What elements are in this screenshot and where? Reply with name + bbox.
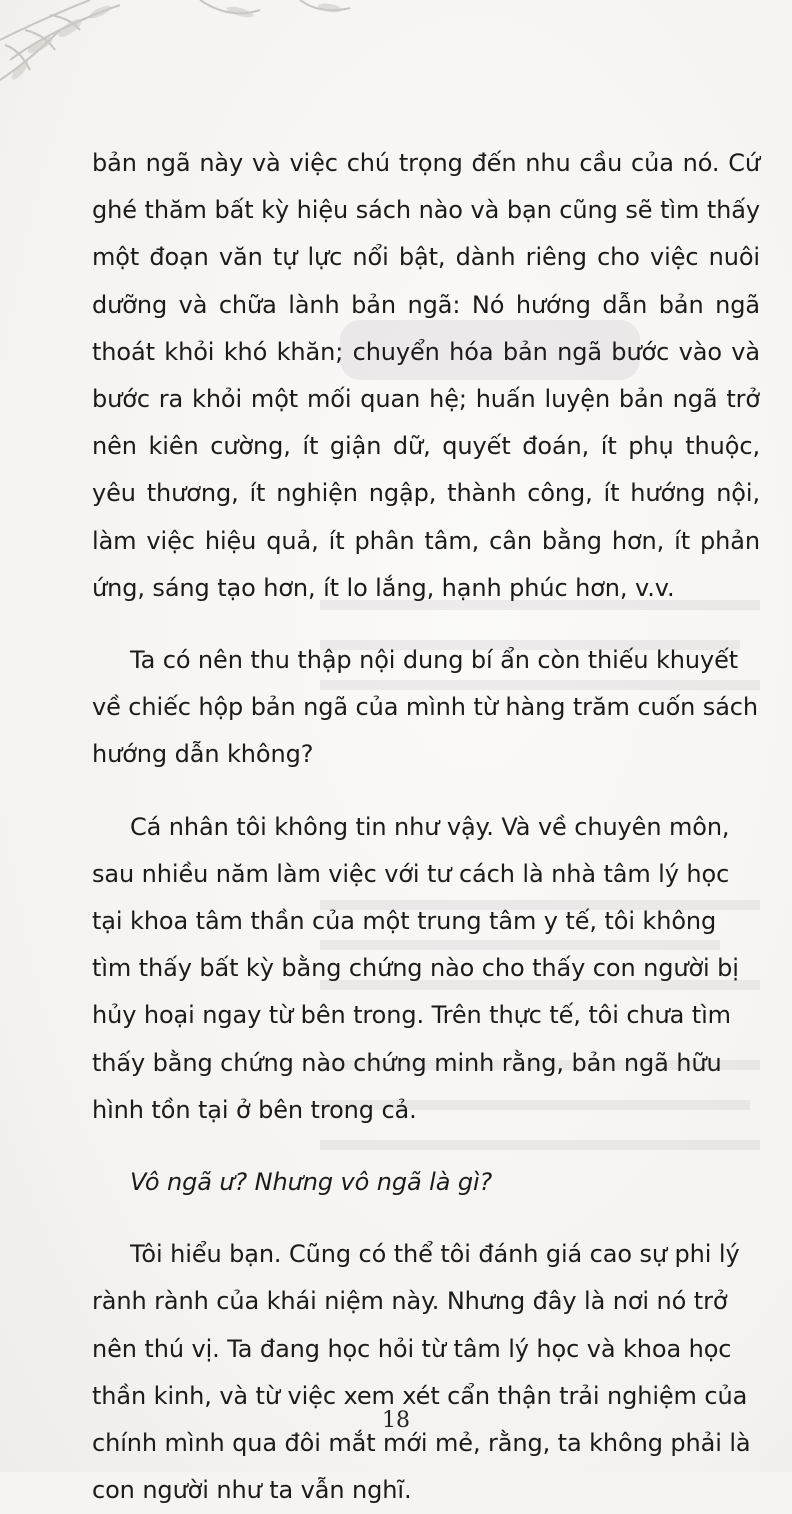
paragraph-3: Cá nhân tôi không tin như vậy. Và về chuyên môn, sau nhiều năm làm việc với tư cách là nhà tâm lý học tại khoa tâm thần của một trung tâm y tế, tôi không tìm thấy bất kỳ bằng chứng nào cho thấy con người bị hủy hoại ngay từ bên trong. Trên thực tế, tôi chưa tìm thấy bằng chứng nào chứng minh rằng, bản ngã hữu hình tồn tại ở bên trong cả. bbox=[92, 812, 739, 1124]
paragraph-5: Tôi hiểu bạn. Cũng có thể tôi đánh giá cao sự phi lý rành rành của khái niệm này. Nhưng đây là nơi nó trở nên thú vị. Ta đang học hỏi từ tâm lý học và khoa học thần kinh, và từ việc xem xét cẩn thận trải nghiệm của chính mình qua đôi mắt mới mẻ, rằng, ta không phải là con người như ta vẫn nghĩ. bbox=[92, 1240, 751, 1505]
paragraph-2: Ta có nên thu thập nội dung bí ẩn còn thiếu khuyết về chiếc hộp bản ngã của mình từ hàng trăm cuốn sách hướng dẫn không? bbox=[92, 646, 759, 769]
page-number: 18 bbox=[382, 1408, 410, 1433]
body-text bbox=[92, 140, 760, 1514]
paragraph-1: bản ngã này và việc chú trọng đến nhu cầu của nó. Cứ ghé thăm bất kỳ hiệu sách nào và bạn cũng sẽ tìm thấy một đoạn văn tự lực nổi bật, dành riêng cho việc nuôi dưỡng và chữa lành bản ngã: Nó hướng dẫn bản ngã thoát khỏi khó khăn; chuyển hóa bản ngã bước vào và bước ra khỏi một mối quan hệ; huấn luyện bản ngã trở nên kiên cường, ít giận dữ, quyết đoán, ít phụ thuộc, yêu thương, ít nghiện ngập, thành công, ít hướng nội, làm việc hiệu quả, ít phân tâm, cân bằng hơn, ít phản ứng, sáng tạo hơn, ít lo lắng, hạnh phúc hơn, v.v. bbox=[92, 149, 760, 602]
leaf-decoration-icon bbox=[0, 0, 380, 120]
paragraph-4-italic: Vô ngã ư? Nhưng vô ngã là gì? bbox=[130, 1168, 493, 1197]
